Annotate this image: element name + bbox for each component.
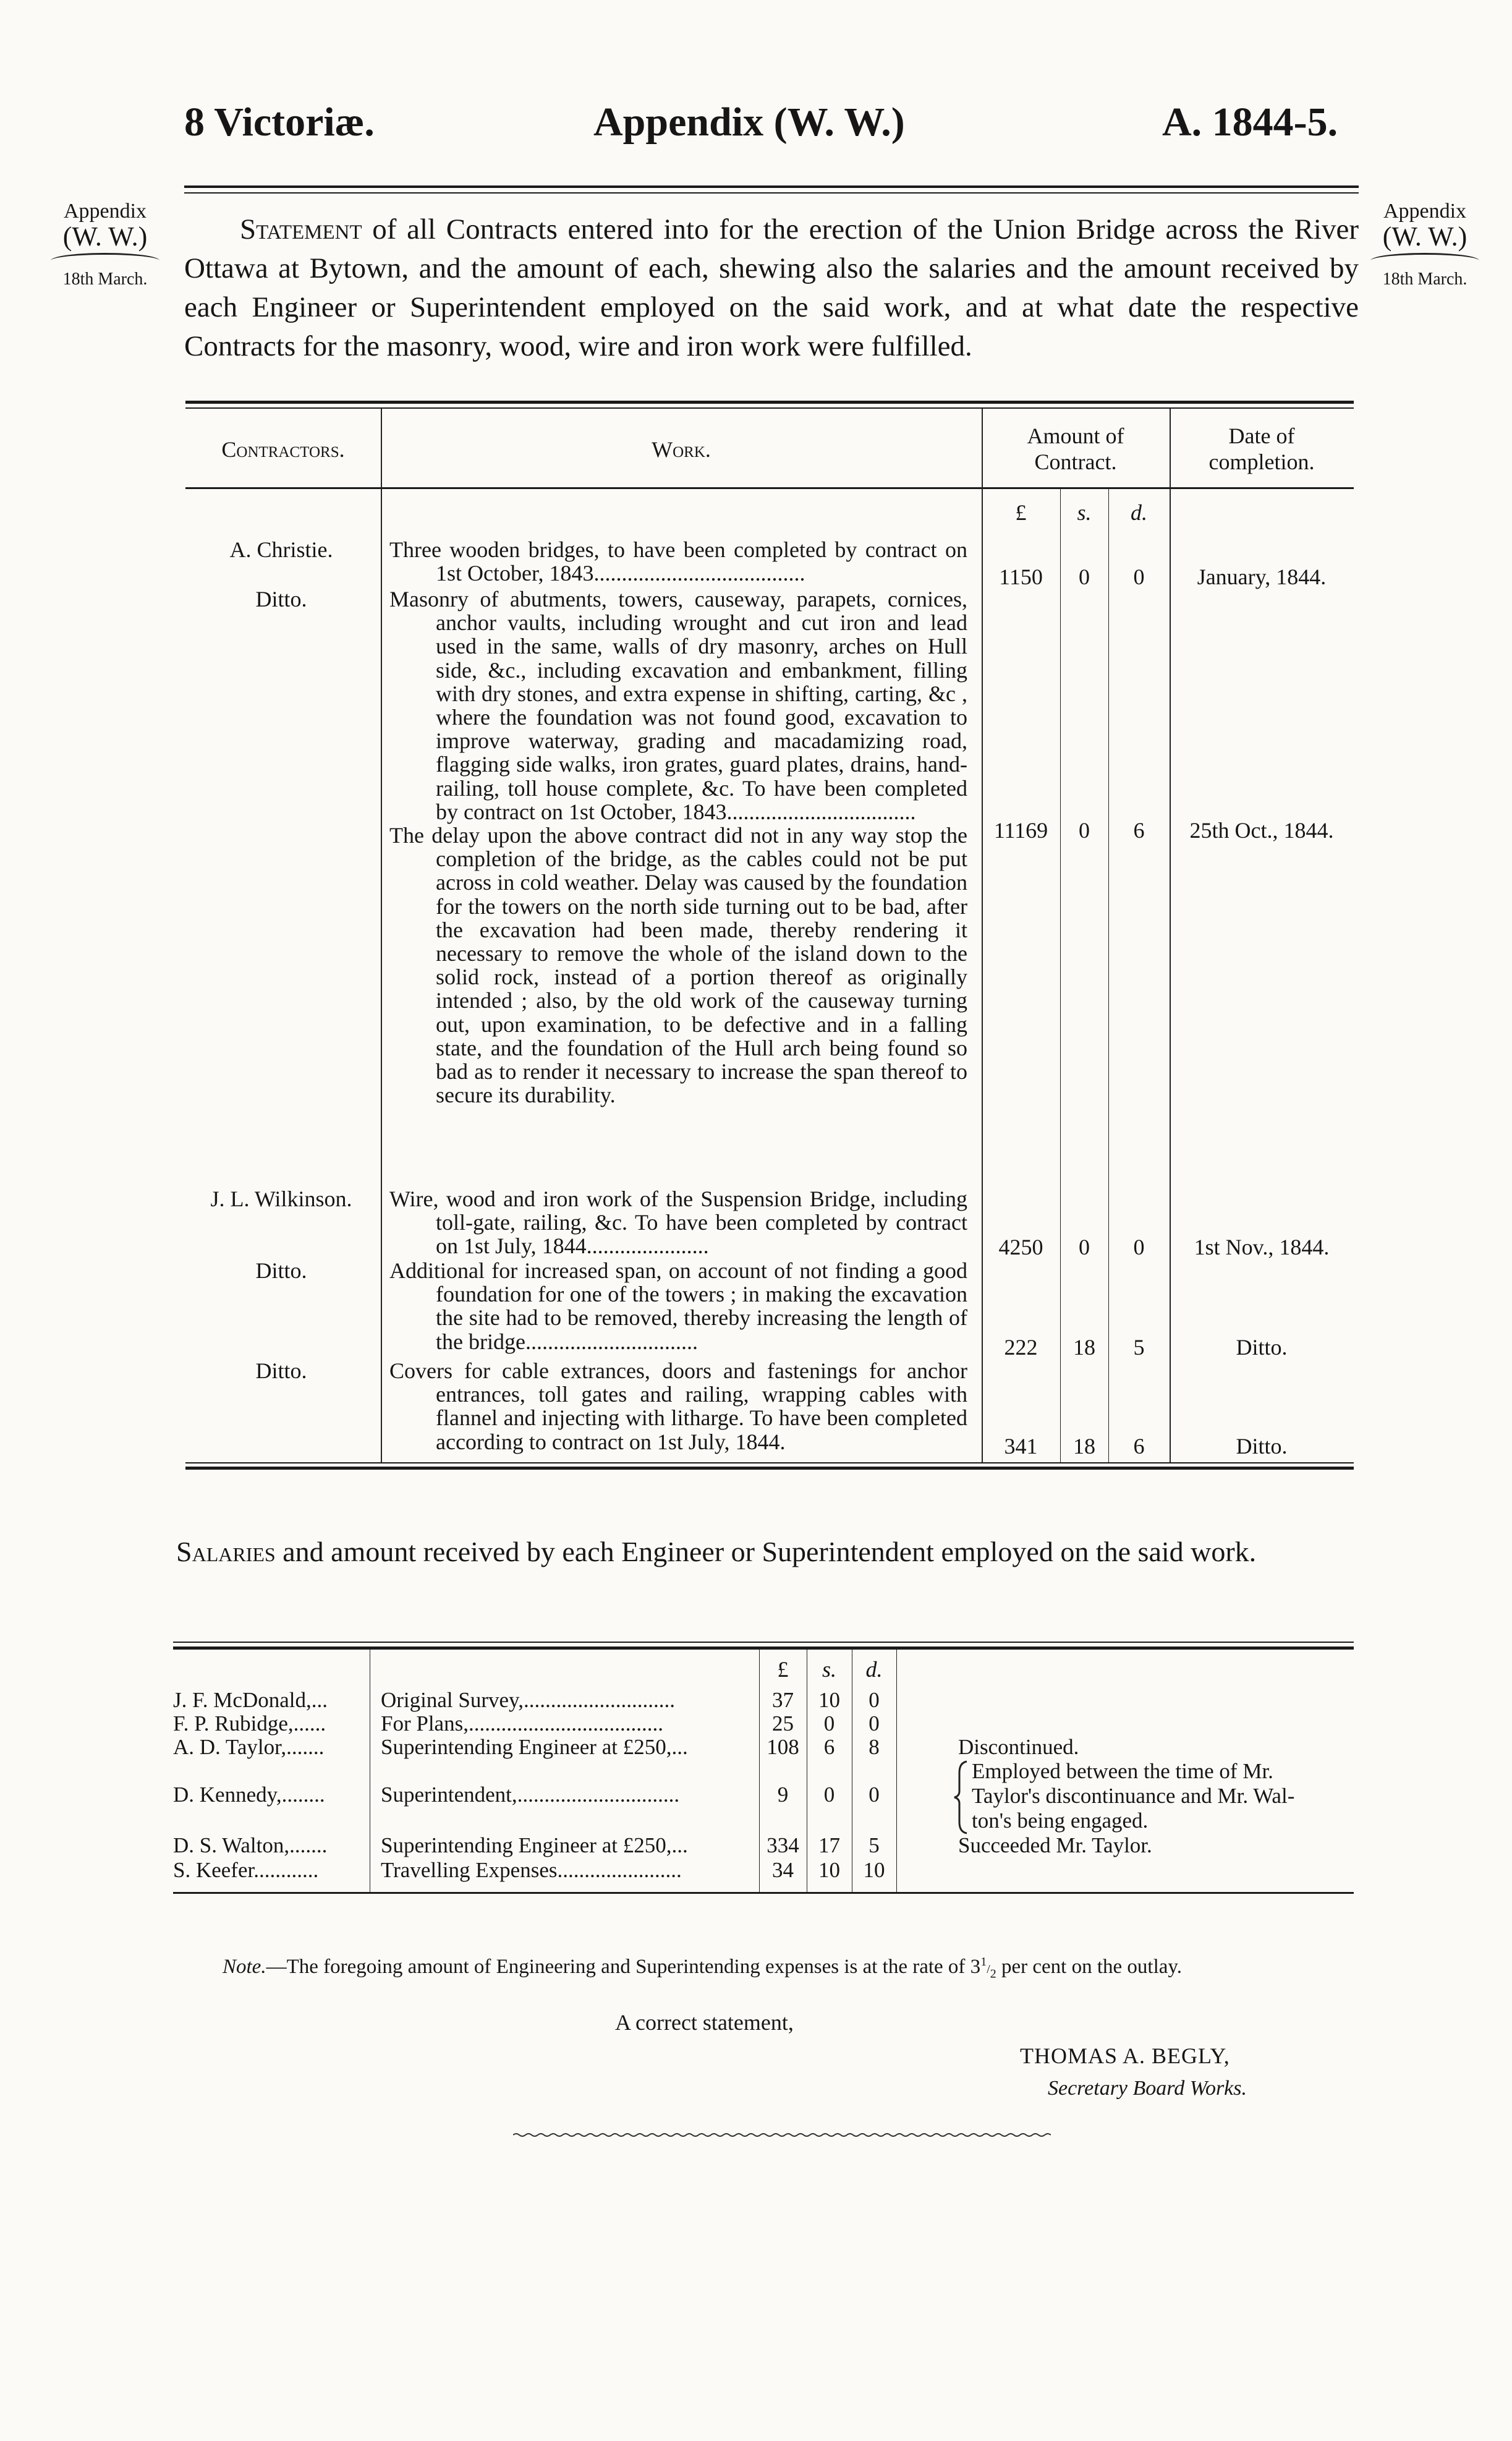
salary-remark: Discontinued. bbox=[958, 1735, 1079, 1759]
margin-note-appendix: (W. W.) bbox=[1382, 221, 1467, 252]
row-pence: 6 bbox=[1133, 818, 1145, 843]
col-divider bbox=[381, 409, 382, 1462]
contracts-table bbox=[185, 401, 1354, 1470]
table-top-rule-2 bbox=[185, 407, 1354, 409]
salary-shillings: 0 bbox=[823, 1783, 835, 1807]
table-bottom-rule-2 bbox=[185, 1467, 1354, 1470]
salary-shillings: 10 bbox=[818, 1688, 840, 1712]
currency-pence: d. bbox=[865, 1657, 883, 1682]
row-shillings: 0 bbox=[1079, 1235, 1090, 1259]
row-pence: 6 bbox=[1133, 1434, 1145, 1459]
header-contractors: Contractors. bbox=[221, 437, 345, 462]
fraction-num: 1 bbox=[980, 1955, 987, 1969]
footnote: Note.—The foregoing amount of Engineering and Superintending expenses is at the rate of $3^1/_2$ per cent on the outlay. bbox=[223, 1955, 1183, 1981]
salary-pounds: 37 bbox=[772, 1688, 794, 1712]
salaries-table bbox=[173, 1642, 1354, 1901]
margin-note-right bbox=[1363, 201, 1487, 288]
salary-pounds: 108 bbox=[767, 1735, 799, 1759]
table-row-work bbox=[389, 1259, 967, 1353]
currency-shillings: s. bbox=[1077, 500, 1092, 525]
work-text: The delay upon the above contract did not in any way stop the completion of the bridge, as the cables could not be put across in cold weather. Delay was caused by the foundation for the towers on the north side turning out to be bad, after the excavation had been made, thereby rendering it necessary to remove the whole of the island down to the solid rock, instead of a portion thereof as originally intended ; also, by the old work of the causeway turning out, upon examination, to be defective and in a falling state, and the foundation of the Hull arch being found so bad as to render it necessary to increase the span thereof to secure its durability. bbox=[389, 823, 967, 1108]
salaries-lead: Salaries bbox=[176, 1536, 276, 1567]
header-date bbox=[1170, 423, 1354, 475]
salary-name: F. P. Rubidge,...... bbox=[173, 1711, 326, 1736]
brace-icon bbox=[51, 253, 159, 268]
table-row-work bbox=[389, 1359, 967, 1454]
salary-name: J. F. McDonald,... bbox=[173, 1688, 328, 1712]
note-text-before: —The foregoing amount of Engineering and Superintending expenses is at the rate of 3 bbox=[266, 1956, 981, 1978]
col-divider bbox=[1108, 488, 1109, 1462]
salary-remark-line: Employed between the time of Mr. bbox=[972, 1759, 1273, 1783]
salary-pence: 0 bbox=[869, 1783, 880, 1807]
salaries-bottom-rule bbox=[173, 1892, 1354, 1894]
row-shillings: 18 bbox=[1073, 1335, 1095, 1360]
header-date-line1: Date of bbox=[1228, 424, 1295, 448]
header-amount-line2: Contract. bbox=[1034, 449, 1117, 474]
brace-icon bbox=[953, 1760, 969, 1834]
header-left: 8 Victoriæ. bbox=[184, 100, 375, 145]
salary-name: D. S. Walton,....... bbox=[173, 1833, 328, 1857]
statement-lead: Statement bbox=[240, 213, 362, 245]
salary-pence: 5 bbox=[869, 1833, 880, 1857]
salary-role: Superintending Engineer at £250,... bbox=[381, 1833, 688, 1857]
salary-remark-line: Taylor's discontinuance and Mr. Wal- bbox=[972, 1784, 1295, 1808]
correct-statement: A correct statement, bbox=[615, 2010, 794, 2035]
header-center: Appendix (W. W.) bbox=[593, 100, 905, 145]
col-divider bbox=[896, 1650, 897, 1892]
salary-shillings: 0 bbox=[823, 1711, 835, 1736]
margin-note-date: 18th March. bbox=[1382, 270, 1467, 289]
salary-pounds: 334 bbox=[767, 1833, 799, 1857]
salary-role: For Plans,.................................... bbox=[381, 1711, 663, 1736]
brace-icon bbox=[1370, 253, 1479, 268]
salary-shillings: 6 bbox=[823, 1735, 835, 1759]
table-row-contractor: Ditto. bbox=[255, 587, 307, 611]
salary-pounds: 34 bbox=[772, 1858, 794, 1882]
salary-role: Superintendent,.............................. bbox=[381, 1783, 680, 1807]
work-text: Masonry of abutments, towers, causeway, parapets, cornices, anchor vaults, including wrought and cut iron and lead used in the same, walls of dry masonry, arches on Hull side, &c., including excavation and embankment, filling with dry stones, and extra expense in shifting, carting, &c , where the foundation was not found good, excavation to improve waterway, grading and macadamizing road, flagging side walks, iron grates, guard plates, drains, hand-railing, toll house complete, &c. To have been completed by contract on 1st October, 1843.................................. bbox=[389, 587, 967, 824]
salary-role: Travelling Expenses....................... bbox=[381, 1858, 682, 1882]
salaries-text: and amount received by each Engineer or Superintendent employed on the said work. bbox=[275, 1536, 1257, 1567]
salaries-top-rule-2 bbox=[173, 1647, 1354, 1650]
salary-role: Original Survey,............................ bbox=[381, 1688, 676, 1712]
row-pounds: 341 bbox=[1004, 1434, 1038, 1459]
header-date-line2: completion. bbox=[1208, 449, 1315, 474]
salary-pence: 8 bbox=[869, 1735, 880, 1759]
table-bottom-rule bbox=[185, 1462, 1354, 1463]
header-rule-2 bbox=[184, 192, 1359, 194]
header-work: Work. bbox=[652, 437, 711, 462]
statement-text: of all Contracts entered into for the erection of the Union Bridge across the River Ottawa at Bytown, and the amount of each, shewing also the salaries and the amount received by each Engineer or Superintendent employed on the said work, and at what date the respective Contracts for the masonry, wood, wire and iron work were fulfilled. bbox=[184, 213, 1359, 362]
salary-pence: 0 bbox=[869, 1688, 880, 1712]
salary-name: D. Kennedy,........ bbox=[173, 1783, 325, 1807]
header-amount bbox=[982, 423, 1170, 475]
margin-note-date: 18th March. bbox=[62, 270, 148, 289]
margin-note-left bbox=[43, 201, 167, 288]
row-pounds: 222 bbox=[1004, 1335, 1038, 1360]
margin-note-label: Appendix bbox=[63, 200, 147, 223]
work-text: Three wooden bridges, to have been completed by contract on 1st October, 1843...................................... bbox=[389, 537, 967, 586]
table-row-contractor: Ditto. bbox=[255, 1358, 307, 1383]
table-header-rule bbox=[185, 487, 1354, 489]
row-pence: 5 bbox=[1133, 1335, 1145, 1360]
row-pounds: 4250 bbox=[998, 1235, 1043, 1259]
col-divider bbox=[1060, 488, 1061, 1462]
header-amount-line1: Amount of bbox=[1027, 424, 1124, 448]
salary-pence: 0 bbox=[869, 1711, 880, 1736]
work-text: Additional for increased span, on account of not finding a good foundation for one of the towers ; in making the excavation the site had to be removed, thereby increasing the length of the bridge............................... bbox=[389, 1258, 967, 1354]
decorative-rule bbox=[513, 2131, 1051, 2139]
currency-pence: d. bbox=[1131, 500, 1147, 525]
table-row-contractor: A. Christie. bbox=[229, 537, 333, 562]
salary-pounds: 9 bbox=[777, 1783, 789, 1807]
work-text: Wire, wood and iron work of the Suspension Bridge, including toll-gate, railing, &c. To have been completed by contract on 1st July, 1844...................... bbox=[389, 1186, 967, 1259]
signatory-name: THOMAS A. BEGLY, bbox=[1020, 2043, 1230, 2068]
salary-shillings: 10 bbox=[818, 1858, 840, 1882]
currency-pounds: £ bbox=[777, 1657, 789, 1682]
row-date: 1st Nov., 1844. bbox=[1194, 1235, 1330, 1259]
salary-remark: Succeeded Mr. Taylor. bbox=[958, 1833, 1152, 1857]
currency-pounds: £ bbox=[1015, 500, 1027, 525]
row-pounds: 1150 bbox=[999, 564, 1043, 589]
margin-note-label: Appendix bbox=[1383, 200, 1467, 223]
row-date: Ditto. bbox=[1236, 1434, 1288, 1459]
table-row-contractor: Ditto. bbox=[255, 1258, 307, 1283]
row-pounds: 11169 bbox=[993, 818, 1048, 843]
row-shillings: 0 bbox=[1079, 564, 1090, 589]
row-pence: 0 bbox=[1133, 1235, 1145, 1259]
note-text-after: per cent on the outlay. bbox=[996, 1956, 1183, 1978]
salary-pence: 10 bbox=[863, 1858, 885, 1882]
row-shillings: 0 bbox=[1079, 818, 1090, 843]
salary-remark-line: ton's being engaged. bbox=[972, 1808, 1149, 1833]
salary-role: Superintending Engineer at £250,... bbox=[381, 1735, 688, 1759]
row-date: Ditto. bbox=[1236, 1335, 1288, 1360]
table-row-work bbox=[389, 538, 967, 585]
row-date: January, 1844. bbox=[1197, 564, 1327, 589]
salary-pounds: 25 bbox=[772, 1711, 794, 1736]
salary-name: A. D. Taylor,....... bbox=[173, 1735, 325, 1759]
header-rule-1 bbox=[184, 185, 1359, 188]
salaries-heading bbox=[176, 1532, 1409, 1572]
row-pence: 0 bbox=[1133, 564, 1145, 589]
currency-shillings: s. bbox=[822, 1657, 836, 1682]
signatory-title: Secretary Board Works. bbox=[1048, 2077, 1247, 2100]
salaries-top-rule bbox=[173, 1642, 1354, 1643]
salary-name: S. Keefer............ bbox=[173, 1858, 319, 1882]
row-date: 25th Oct., 1844. bbox=[1189, 818, 1334, 843]
table-row-work bbox=[389, 587, 967, 1107]
header-right: A. 1844-5. bbox=[1162, 100, 1338, 145]
fraction-den: 2 bbox=[990, 1967, 996, 1981]
table-row-work bbox=[389, 1187, 967, 1258]
table-row-contractor: J. L. Wilkinson. bbox=[210, 1186, 352, 1211]
work-text: Covers for cable extrances, doors and fastenings for anchor entrances, toll gates and railing, wrapping cables with flannel and injecting with litharge. To have been completed according to contract on 1st July, 1844. bbox=[389, 1358, 967, 1454]
row-shillings: 18 bbox=[1073, 1434, 1095, 1459]
table-top-rule bbox=[185, 401, 1354, 404]
salary-shillings: 17 bbox=[818, 1833, 840, 1857]
note-label: Note. bbox=[223, 1956, 266, 1978]
statement-paragraph bbox=[184, 210, 1359, 366]
margin-note-appendix: (W. W.) bbox=[62, 221, 148, 252]
